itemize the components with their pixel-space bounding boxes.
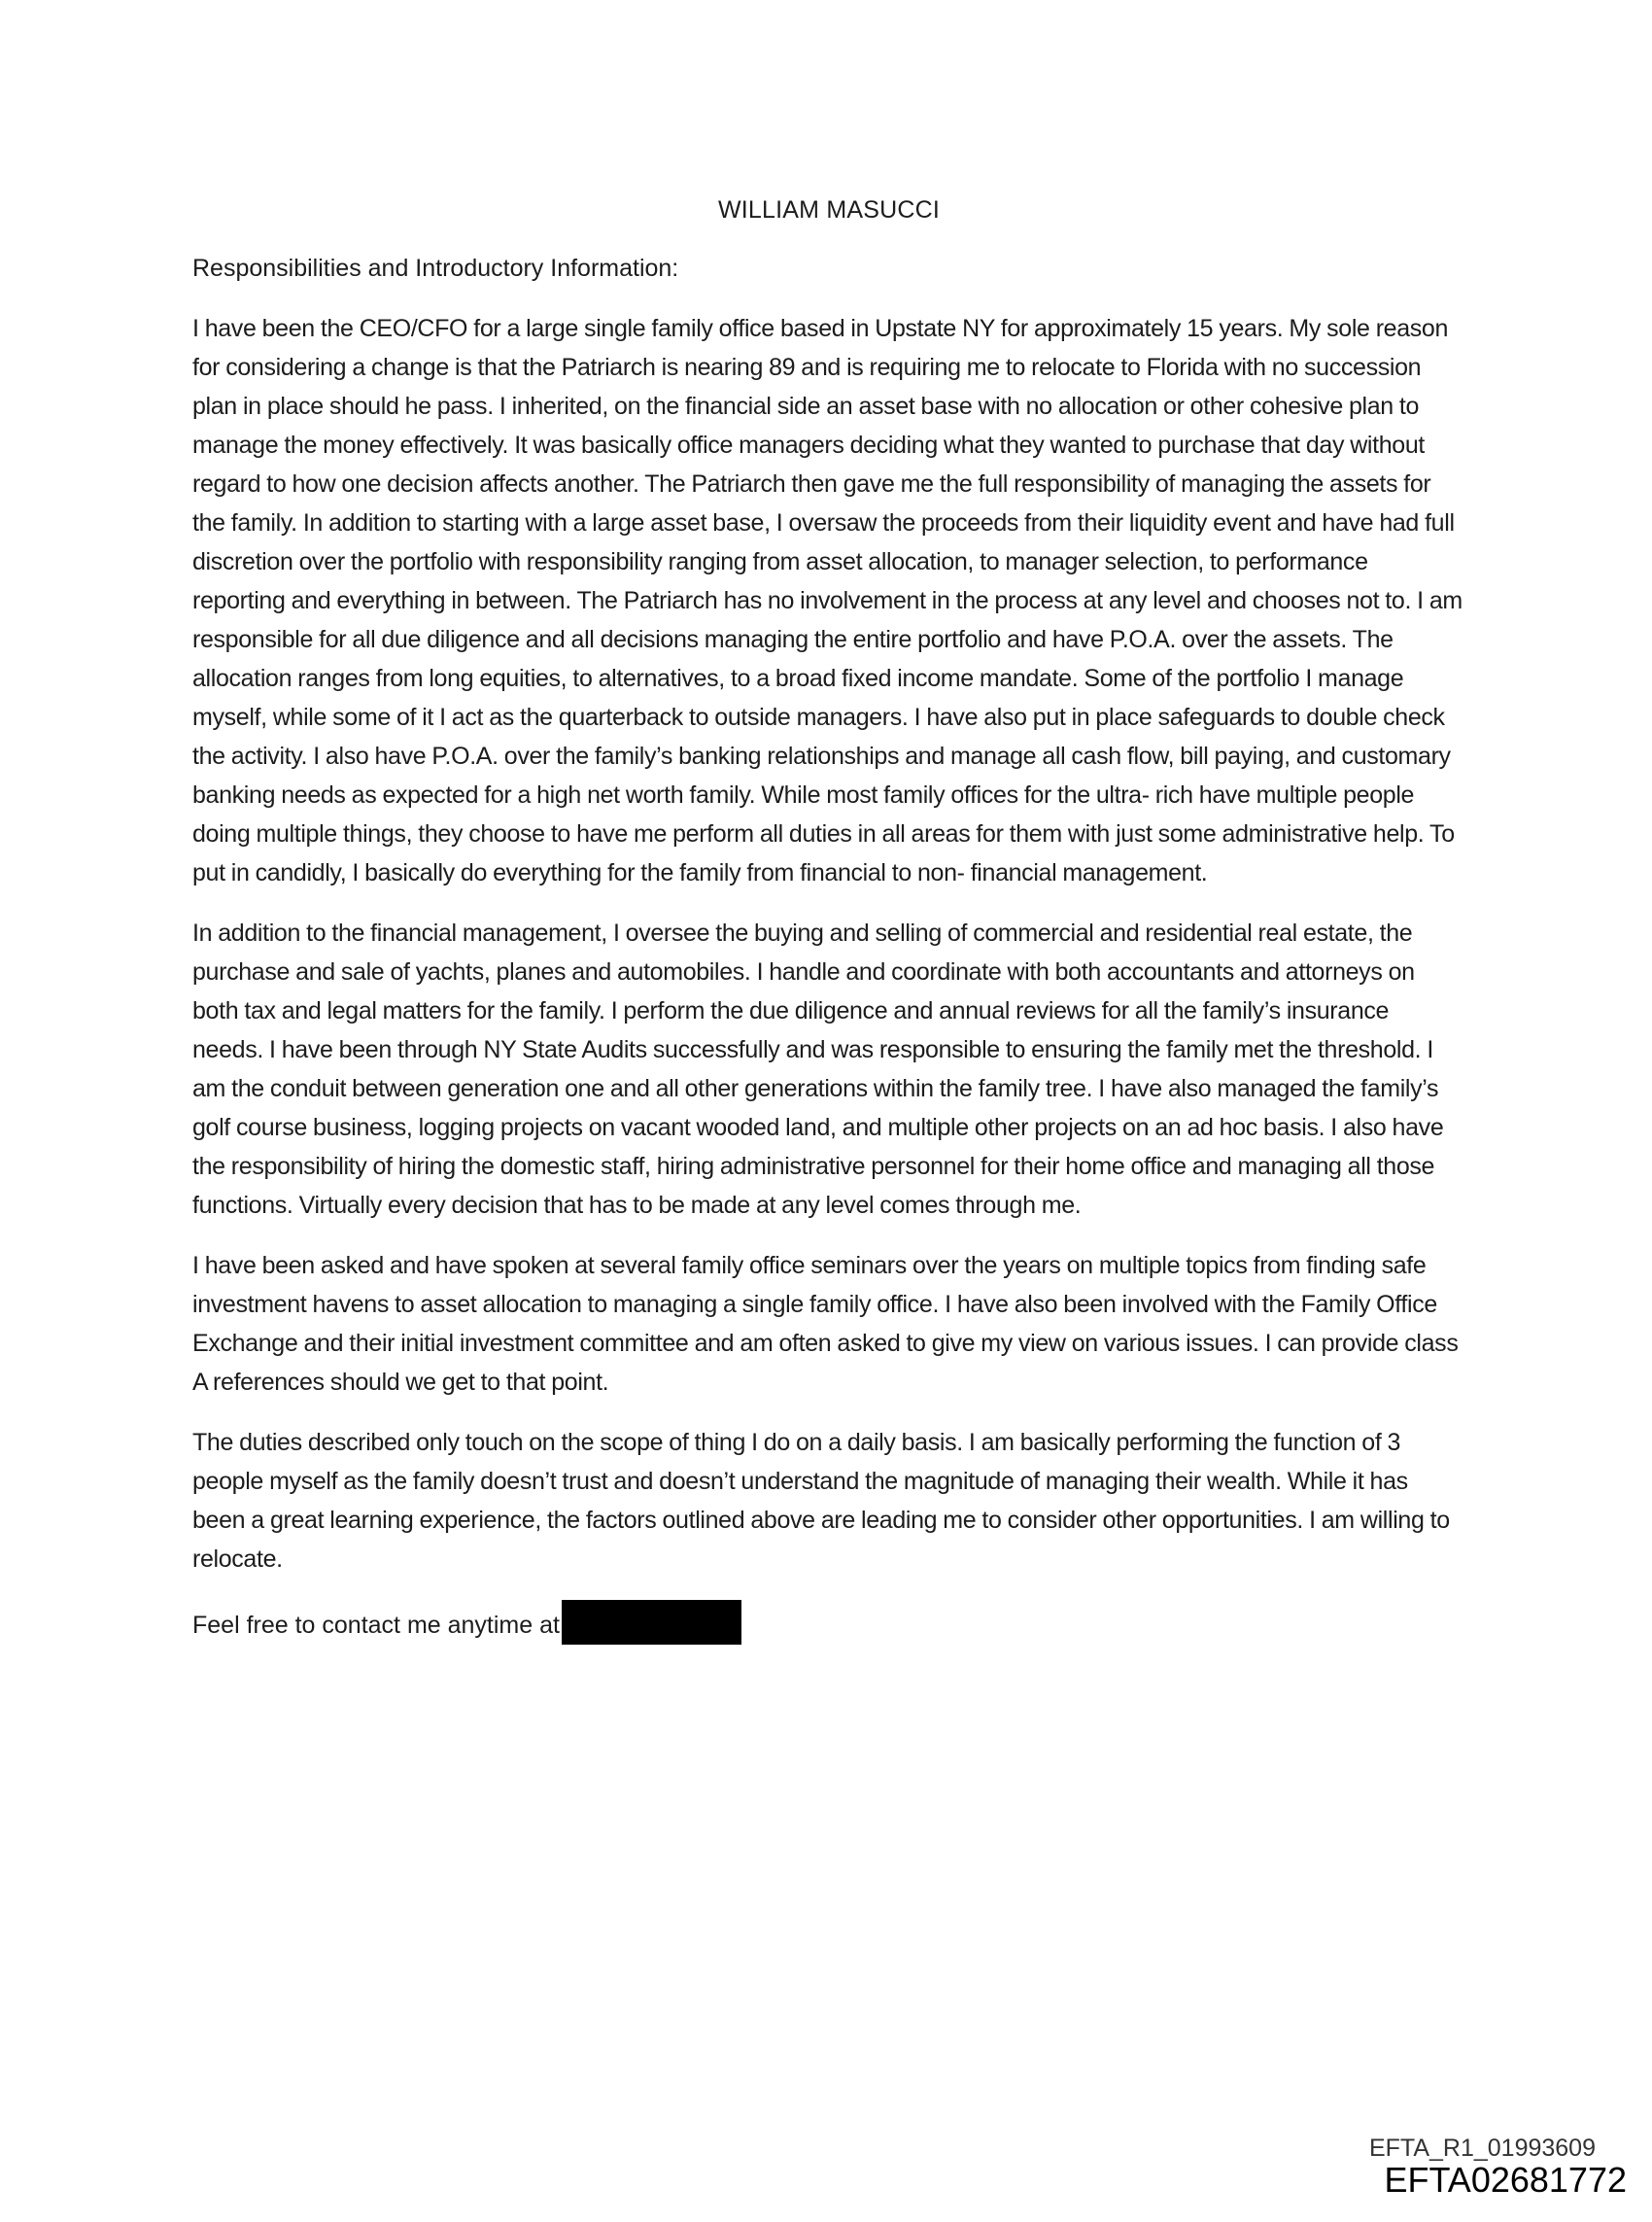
bates-number-secondary: EFTA02681772 xyxy=(1384,2160,1627,2200)
paragraph-responsibilities: I have been the CEO/CFO for a large single family office based in Upstate NY for approximately 15 years. My sole reason for considering a change is that the Patriarch is nearing 89 and is requiring me to relocate to Florida with no succession plan in place should he pass. I inherited, on the financial side an asset base with no allocation or other cohesive plan to manage the money effectively. It was basically office managers deciding what they wanted to purchase that day without regard to how one decision affects another. The Patriarch then gave me the full responsibility of managing the assets for the family. In addition to starting with a large asset base, I oversaw the proceeds from their liquidity event and have had full discretion over the portfolio with responsibility ranging from asset allocation, to manager selection, to performance reporting and everything in between. The Patriarch has no involvement in the process at any level and chooses not to. I am responsible for all due diligence and all decisions managing the entire portfolio and have P.O.A. over the assets. The allocation ranges from long equities, to alternatives, to a broad fixed income mandate. Some of the portfolio I manage myself, while some of it I act as the quarterback to outside managers. I have also put in place safeguards to double check the activity. I also have P.O.A. over the family’s banking relationships and manage all cash flow, bill paying, and customary banking needs as expected for a high net worth family. While most family offices for the ultra- rich have multiple people doing multiple things, they choose to have me perform all duties in all areas for them with just some administrative help. To put in candidly, I basically do everything for the family from financial to non- financial management. xyxy=(192,315,1463,886)
contact-line xyxy=(192,1600,1465,1645)
paragraph-closing: The duties described only touch on the scope of thing I do on a daily basis. I am basically performing the function of 3 people myself as the family doesn’t trust and doesn’t understand the magnitude of managing their wealth. While it has been a great learning experience, the factors outlined above are leading me to consider other opportunities. I am willing to relocate. xyxy=(192,1429,1450,1573)
document-title: WILLIAM MASUCCI xyxy=(717,196,941,224)
redaction-box xyxy=(562,1600,741,1645)
section-heading: Responsibilities and Introductory Information: xyxy=(192,255,679,282)
contact-prefix: Feel free to contact me anytime at xyxy=(192,1612,560,1639)
paragraph-speaking: I have been asked and have spoken at several family office seminars over the years on multiple topics from finding safe investment havens to asset allocation to managing a single family office. I have also been involved with the Family Office Exchange and their initial investment committee and am often asked to give my view on various issues. I can provide class A references should we get to that point. xyxy=(192,1252,1459,1396)
bates-number-primary: EFTA_R1_01993609 xyxy=(1368,2135,1596,2162)
paragraph-additional-duties: In addition to the financial management, I oversee the buying and selling of commercial and residential real estate, the purchase and sale of yachts, planes and automobiles. I handle and coordinate with both accountants and attorneys on both tax and legal matters for the family. I perform the due diligence and annual reviews for all the family’s insurance needs. I have been through NY State Audits successfully and was responsible to ensuring the family met the threshold. I am the conduit between generation one and all other generations within the family tree. I have also managed the family’s golf course business, logging projects on vacant wooded land, and multiple other projects on an ad hoc basis. I also have the responsibility of hiring the domestic staff, hiring administrative personnel for their home office and managing all those functions. Virtually every decision that has to be made at any level comes through me. xyxy=(192,920,1444,1219)
document-body xyxy=(192,191,1465,1645)
